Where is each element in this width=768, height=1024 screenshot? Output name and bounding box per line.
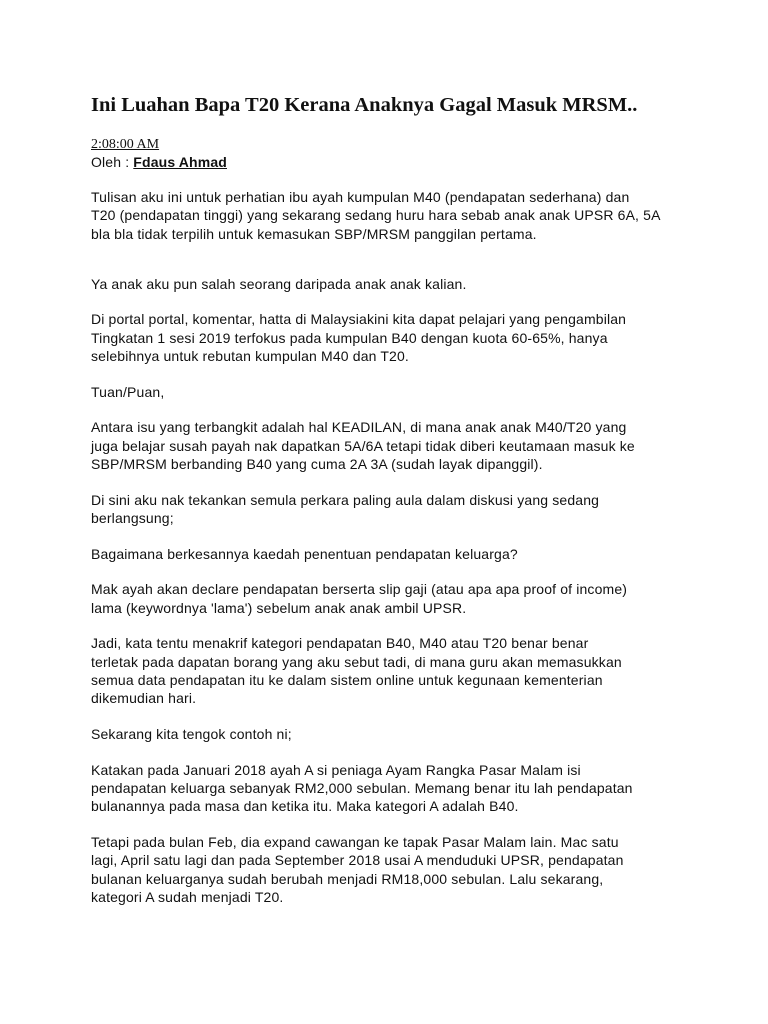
paragraph-line: Tulisan aku ini untuk perhatian ibu ayah kumpulan M40 (pendapatan sederhana) dan bbox=[91, 188, 630, 205]
paragraph-line: Ya anak aku pun salah seorang daripada anak anak kalian. bbox=[91, 275, 467, 292]
paragraph-line: Tuan/Puan, bbox=[91, 383, 165, 400]
paragraph bbox=[91, 310, 751, 365]
paragraph-line: selebihnya untuk rebutan kumpulan M40 dan T20. bbox=[91, 348, 409, 365]
paragraph bbox=[91, 634, 751, 708]
paragraph-line: Di portal portal, komentar, hatta di Malaysiakini kita dapat pelajari yang pengambilan bbox=[91, 311, 627, 328]
paragraph-line: SBP/MRSM berbanding B40 yang cuma 2A 3A (sudah layak dipanggil). bbox=[91, 456, 543, 473]
paragraph-line: lama (keywordnya 'lama') sebelum anak anak ambil UPSR. bbox=[91, 599, 467, 616]
paragraph-line: berlangsung; bbox=[91, 510, 174, 527]
post-title: Ini Luahan Bapa T20 Kerana Anaknya Gagal Masuk MRSM.. bbox=[91, 94, 638, 116]
paragraph-line: pendapatan keluarga sebanyak RM2,000 sebulan. Memang benar itu lah pendapatan bbox=[91, 780, 633, 797]
paragraph bbox=[91, 833, 751, 907]
paragraph-line: T20 (pendapatan tinggi) yang sekarang sedang huru hara sebab anak anak UPSR 6A, 5A bbox=[91, 207, 661, 224]
paragraph bbox=[91, 725, 751, 743]
paragraph-line: dikemudian hari. bbox=[91, 690, 197, 707]
byline bbox=[91, 153, 751, 171]
paragraph bbox=[91, 383, 751, 401]
paragraph-line: Antara isu yang terbangkit adalah hal KEADILAN, di mana anak anak M40/T20 yang bbox=[91, 419, 627, 436]
paragraph-line: terletak pada dapatan borang yang aku sebut tadi, di mana guru akan memasukkan bbox=[91, 653, 622, 670]
paragraph bbox=[91, 580, 751, 617]
paragraph-line: Tetapi pada bulan Feb, dia expand cawangan ke tapak Pasar Malam lain. Mac satu bbox=[91, 834, 619, 851]
paragraph-line: semua data pendapatan itu ke dalam sistem online untuk kegunaan kementerian bbox=[91, 672, 603, 689]
post-page bbox=[91, 93, 751, 924]
paragraph-line: kategori A sudah menjadi T20. bbox=[91, 889, 284, 906]
paragraph bbox=[91, 761, 751, 816]
paragraph-line: bla bla tidak terpilih untuk kemasukan SBP/MRSM panggilan pertama. bbox=[91, 225, 537, 242]
paragraph bbox=[91, 491, 751, 528]
paragraph-line: bulanannya pada masa dan ketika itu. Maka kategori A adalah B40. bbox=[91, 798, 519, 815]
paragraph-line: bulanan keluarganya sudah berubah menjadi RM18,000 sebulan. Lalu sekarang, bbox=[91, 870, 604, 887]
paragraph-line: lagi, April satu lagi dan pada September 2018 usai A menduduki UPSR, pendapatan bbox=[91, 852, 624, 869]
paragraph-line: Di sini aku nak tekankan semula perkara paling aula dalam diskusi yang sedang bbox=[91, 491, 600, 508]
paragraph bbox=[91, 188, 751, 243]
paragraph bbox=[91, 275, 751, 293]
author-prefix: Oleh : bbox=[91, 154, 134, 170]
paragraph-line: Tingkatan 1 sesi 2019 terfokus pada kumpulan B40 dengan kuota 60-65%, hanya bbox=[91, 329, 608, 346]
paragraph bbox=[91, 418, 751, 473]
paragraph-line: Katakan pada Januari 2018 ayah A si peniaga Ayam Rangka Pasar Malam isi bbox=[91, 761, 581, 778]
paragraph-line: Jadi, kata tentu menakrif kategori pendapatan B40, M40 atau T20 benar benar bbox=[91, 635, 589, 652]
paragraph-line: Sekarang kita tengok contoh ni; bbox=[91, 726, 292, 743]
author-link[interactable]: Fdaus Ahmad bbox=[133, 154, 227, 170]
post-time-link[interactable]: 2:08:00 AM bbox=[91, 137, 160, 152]
paragraph-line: Mak ayah akan declare pendapatan berserta slip gaji (atau apa apa proof of income) bbox=[91, 581, 628, 598]
paragraph-line: Bagaimana berkesannya kaedah penentuan pendapatan keluarga? bbox=[91, 545, 518, 562]
paragraph-line: juga belajar susah payah nak dapatkan 5A/6A tetapi tidak diberi keutamaan masuk ke bbox=[91, 437, 635, 454]
paragraph bbox=[91, 545, 751, 563]
